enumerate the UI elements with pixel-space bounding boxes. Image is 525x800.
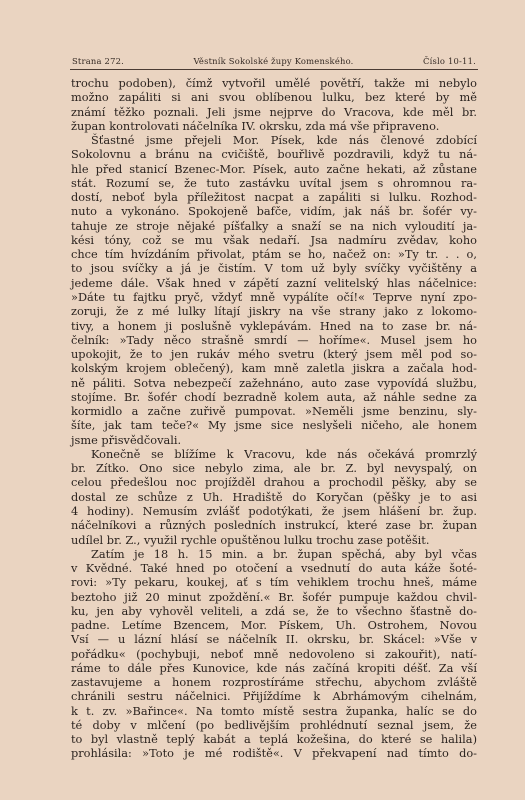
text-line: to byl vlastně teplý kabát a teplá kožešina, do které se halila)	[71, 732, 477, 747]
text-line: »Dáte tu fajtku pryč, vždyť mně vypálíte očí!« Teprve nyní zpo-	[71, 289, 477, 304]
text-line: Šťastné jsme přejeli Mor. Písek, kde nás členové zdobící	[91, 133, 477, 148]
text-line: br. Zítko. Ono sice nebylo zima, ale br. Z. byl nevyspalý, on	[71, 461, 477, 476]
text-line: udílel br. Z., využil rychle opuštěnou lulku trochu zase potěšit.	[71, 532, 430, 547]
text-line: ku, jen aby vyhověl veliteli, a zdá se, že to všechno šťastně do-	[71, 603, 477, 618]
text-line: župan kontrolovati náčelníka IV. okrsku, zda má vše připraveno.	[71, 118, 440, 133]
text-line: chce tím hvízdáním přivolat, ptám se ho, načež on: »Ty tr. . . o,	[71, 247, 477, 262]
paragraph	[71, 547, 477, 761]
text-line: k t. zv. »Bařince«. Na tomto místě sestra županka, halíc se do	[71, 703, 477, 718]
text-line: kolským krojem oblečený), kam mně zaletla jiskra a začala hod-	[71, 361, 477, 376]
text-line: dostí, neboť byla příležitost nacpat a zapáliti si lulku. Rozhod-	[71, 190, 477, 205]
text-line: kormidlo a začne zuřivě pumpovat. »Neměli jsme benzinu, sly-	[71, 404, 477, 419]
text-line: hle před stanicí Bzenec-Mor. Písek, auto začne hekati, až zůstane	[71, 161, 477, 176]
text-line: Sokolovnu a bránu na cvičiště, bouřlivě pozdravili, když tu ná-	[71, 147, 477, 162]
text-line: chránili sestru náčelnici. Přijíždíme k Abrhámovým cihelnám,	[71, 689, 477, 704]
text-line: Zatím je 18 h. 15 min. a br. župan spěchá, aby byl včas	[91, 546, 477, 561]
text-line: jsme přisvědčovali.	[71, 432, 182, 447]
text-line: jedeme dále. Však hned v zápětí zazní velitelský hlas náčelnice:	[71, 275, 477, 290]
text-line: náčelníkovi a různých posledních instrukcí, které zase br. župan	[71, 518, 477, 533]
paragraph	[71, 133, 477, 447]
text-line: 4 hodiny). Nemusím zvlášť podotýkati, že jsem hlášení br. žup.	[71, 503, 477, 518]
text-line: zastavujeme a honem rozprostíráme střechu, abychom zvláště	[71, 675, 477, 690]
journal-title: Věstník Sokolské župy Komenského.	[193, 56, 354, 66]
text-line: kési tóny, což se mu však nedaří. Jsa nadmíru zvědav, koho	[71, 232, 477, 247]
running-header	[72, 56, 476, 66]
text-line: trochu podoben), čímž vytvořil umělé povětří, takže mi nebylo	[71, 76, 477, 90]
text-line: rovi: »Ty pekaru, koukej, ať s tím vehiklem trochu hneš, máme	[71, 575, 477, 590]
text-line: ráme to dále přes Kunovice, kde nás začíná kropiti déšť. Za vší	[71, 660, 477, 675]
text-line: dostal ze schůze z Uh. Hradiště do Koryčan (pěšky je to asi	[71, 489, 477, 504]
text-line: šíte, jak tam teče?« My jsme sice neslyšeli ničeho, ale honem	[71, 418, 477, 433]
paragraph	[71, 447, 477, 547]
text-line: známí těžko poznali. Jeli jsme nejprve do Vracova, kde měl br.	[71, 104, 477, 119]
text-line: nuto a vykonáno. Spokojeně bafče, vidím, jak náš br. šofér vy-	[71, 204, 477, 219]
issue-number: Číslo 10-11.	[423, 56, 476, 66]
paragraph	[71, 76, 477, 133]
header-rule	[70, 69, 478, 70]
text-line: v Kvědné. Také hned po otočení a vsednutí do auta káže šoté-	[71, 561, 477, 576]
text-line: to jsou svíčky a já je čistím. V tom už byly svíčky vyčištěny a	[71, 261, 477, 276]
text-line: Vsí — u lázní hlásí se náčelník II. okrsku, br. Skácel: »Vše v	[71, 632, 477, 647]
text-line: možno zapáliti si ani svou oblíbenou lulku, bez které by mě	[71, 90, 477, 105]
text-line: celou předešlou noc projížděl drahou a prochodil pěšky, aby se	[71, 475, 477, 490]
text-line: čelník: »Tady něco strašně smrdí — hoříme«. Musel jsem ho	[71, 332, 477, 347]
text-line: Konečně se blížíme k Vracovu, kde nás očekává promrzlý	[91, 446, 477, 461]
text-line: padne. Letíme Bzencem, Mor. Pískem, Uh. Ostrohem, Novou	[71, 618, 477, 633]
text-line: stojíme. Br. šofér chodí bezradně kolem auta, až náhle sedne za	[71, 389, 477, 404]
text-line: zoruji, že z mé lulky lítají jiskry na vše strany jako z lokomo-	[71, 304, 477, 319]
text-line: té doby v mlčení (po bedlivějším prohlédnutí seznal jsem, že	[71, 717, 477, 732]
page-number: Strana 272.	[72, 56, 124, 66]
text-line: prohlásila: »Toto je mé rodiště«. V překvapení nad tímto do-	[71, 746, 477, 761]
text-line: tahuje ze stroje nějaké píšťalky a snaží se na nich vyloudití ja-	[71, 218, 477, 233]
text-line: pořádku« (pochybuji, neboť mně nedovoleno si zakouřit), natí-	[71, 646, 477, 661]
text-line: upokojit, že to jen rukáv mého svetru (který jsem měl pod so-	[71, 347, 477, 362]
text-line: stát. Rozumí se, že tuto zastávku uvítal jsem s ohromnou ra-	[71, 175, 477, 190]
article-body	[71, 76, 477, 761]
text-line: ně páliti. Sotva nebezpečí zažehnáno, auto zase vypovídá službu,	[71, 375, 477, 390]
text-line: tivy, a honem ji poslušně vyklepávám. Hned na to zase br. ná-	[71, 318, 477, 333]
text-line: beztoho již 20 minut zpoždění.« Br. šofér pumpuje každou chvil-	[71, 589, 477, 604]
